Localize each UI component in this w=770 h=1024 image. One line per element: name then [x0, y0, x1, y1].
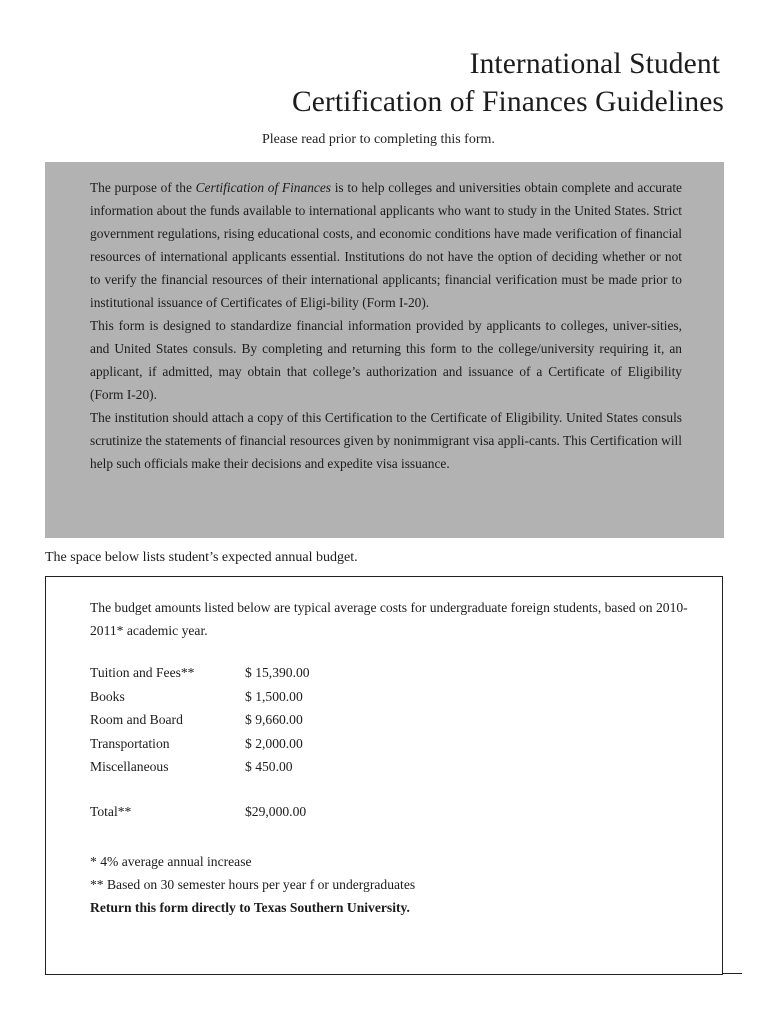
purpose-panel [45, 162, 724, 538]
budget-label: Room and Board [90, 712, 183, 727]
budget-amount: $ 2,000.00 [245, 735, 303, 751]
form-name-italic: Certification of Finances [195, 180, 331, 195]
budget-panel [45, 576, 723, 975]
note-semester-hours: ** Based on 30 semester hours per year f or undergraduates [90, 877, 416, 892]
budget-label: Books [90, 688, 125, 704]
total-label: Total** [90, 804, 132, 819]
title-line-1: International Student [469, 48, 720, 80]
note-annual-increase: * 4% average annual increase [90, 854, 252, 869]
title-line-2: Certification of Finances Guidelines [291, 86, 724, 118]
subtitle: Please read prior to completing this form. [262, 132, 495, 147]
purpose-paragraph-3: The institution should attach a copy of this Certification to the Certificate of Eligibility. United States consuls scrutinize the statements of financial resources given by nonimmigrant visa appli-cants. This Certification will help such officials make their decisions and expedite visa issuance. [90, 410, 682, 471]
budget-amount: $ 15,390.00 [245, 665, 310, 680]
purpose-p1-start: The purpose of the [90, 180, 196, 195]
budget-amount: $ 450.00 [245, 759, 293, 774]
budget-description: The budget amounts listed below are typical average costs for undergraduate foreign students, based on 2010-2011* academic year. [90, 600, 688, 638]
budget-label: Tuition and Fees** [90, 665, 195, 680]
budget-notes [90, 850, 415, 919]
budget-intro: The space below lists student’s expected annual budget. [45, 550, 358, 565]
divider-line [722, 973, 742, 974]
budget-amount: $ 1,500.00 [245, 688, 303, 704]
budget-label: Transportation [90, 735, 170, 751]
budget-label: Miscellaneous [90, 759, 169, 774]
budget-amount: $ 9,660.00 [245, 712, 303, 727]
total-amount: $29,000.00 [245, 804, 307, 819]
purpose-text [90, 176, 682, 475]
purpose-paragraph-1 [90, 176, 682, 314]
purpose-paragraph-2: This form is designed to standardize financial information provided by applicants to colleges, univer-sities, and United States consuls. By completing and returning this form to the college/university requiring it, an applicant, if admitted, may obtain that college’s authorization and issuance of a Certificate of Eligibility (Form I-20). [90, 318, 682, 402]
return-instruction: Return this form directly to Texas Southern University. [90, 900, 410, 915]
budget-total-row [90, 804, 490, 828]
purpose-p1-rest: is to help colleges and universities obtain complete and accurate information about the funds available to international applicants who want to study in the United States. Strict government regulations, rising educational costs, and economic conditions have made verification of financial resources of international applicants essential. Institutions do not have the option of deciding whether or not to verify the financial resources of their international applicants; financial verification must be made prior to institutional issuance of Certificates of Eligi-bility (Form I-20). [90, 180, 682, 310]
